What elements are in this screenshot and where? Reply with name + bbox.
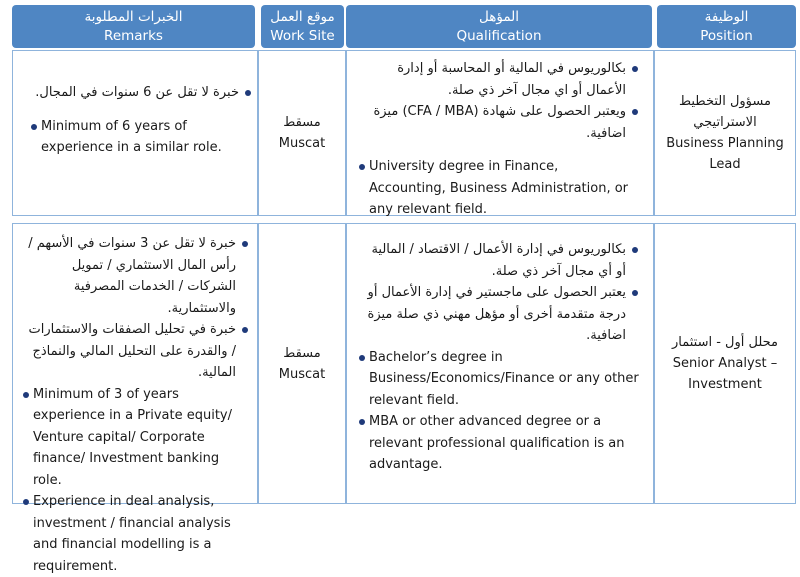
row2-qual-ar-1: يعتبر الحصول على ماجستير في إدارة الأعمال أو درجة متقدمة أخرى أو مؤهل مهني ذي صلة ميزة اضافية. (359, 282, 639, 347)
row1-work-site-ar: مسقط (283, 115, 321, 130)
row2-qualification (346, 223, 654, 504)
row1-work-site (258, 50, 346, 216)
header-remarks-ar: الخبرات المطلوبة (84, 9, 183, 25)
header-remarks (12, 5, 255, 48)
row2-work-site (258, 223, 346, 504)
row2-work-site-ar: مسقط (283, 345, 321, 361)
row1-remarks-ar-0: خبرة لا تقل عن 6 سنوات في المجال. (31, 82, 252, 104)
row2-remarks-en-1: Experience in deal analysis, investment / financial analysis and financial modelling is a requirement. (23, 491, 249, 577)
row1-qualification (346, 50, 654, 216)
header-work-site-en: Work Site (270, 28, 335, 44)
row2-position-en-0: Senior Analyst – (672, 356, 778, 371)
header-position (657, 5, 796, 48)
row1-position-en-1: Lead (709, 157, 741, 172)
row1-position-ar-1: الاستراتيجي (693, 115, 757, 130)
header-qualification-en: Qualification (456, 28, 542, 44)
row1-position (654, 50, 796, 216)
row1-position-ar-0: مسؤول التخطيط (679, 94, 771, 109)
row2-qual-ar-0: بكالوريوس في إدارة الأعمال / الاقتصاد / المالية أو أي مجال آخر ذي صلة. (359, 239, 639, 282)
row2-remarks-en-0: Minimum of 3 of years experience in a Private equity/ Venture capital/ Corporate finance/ Investment banking role. (23, 384, 249, 492)
row2-remarks-ar-1: خبرة في تحليل الصفقات والاستثمارات / والقدرة على التحليل المالي والنماذج المالية. (23, 319, 249, 384)
row2-position (654, 223, 796, 504)
header-remarks-en: Remarks (104, 28, 163, 44)
row2-remarks-ar-0: خبرة لا تقل عن 3 سنوات في الأسهم / رأس المال الاستثماري / تمويل الشركات / الخدمات المصرفية والاستثمارية. (23, 233, 249, 319)
header-qualification-ar: المؤهل (479, 9, 519, 25)
row1-position-en-0: Business Planning (666, 136, 784, 151)
row1-remarks (12, 50, 258, 216)
row1-qual-en-0: University degree in Finance, Accounting, Business Administration, or any relevant field. (359, 156, 639, 221)
header-qualification (346, 5, 652, 48)
header-position-en: Position (700, 28, 753, 44)
row2-position-en-1: Investment (688, 377, 762, 392)
row1-qual-ar-0: بكالوريوس في المالية أو المحاسبة أو إدارة الأعمال أو اي مجال آخر ذي صلة. (359, 58, 639, 101)
row1-qual-ar-1: ويعتبر الحصول على شهادة (CFA / MBA) ميزة اضافية. (359, 101, 639, 144)
row2-qual-en-1: MBA or other advanced degree or a relevant professional qualification is an advantage. (359, 411, 639, 476)
row1-work-site-en: Muscat (278, 136, 326, 151)
row2-remarks (12, 223, 258, 574)
row1-remarks-en-0: Minimum of 6 years of experience in a similar role. (31, 116, 252, 159)
row2-work-site-en: Muscat (278, 366, 326, 382)
row2-qual-en-0: Bachelor’s degree in Business/Economics/Finance or any other relevant field. (359, 347, 639, 412)
row2-position-ar-0: محلل أول - استثمار (671, 335, 779, 350)
header-work-site-ar: موقع العمل (270, 9, 335, 25)
header-work-site (261, 5, 344, 48)
header-position-ar: الوظيفة (704, 9, 749, 25)
